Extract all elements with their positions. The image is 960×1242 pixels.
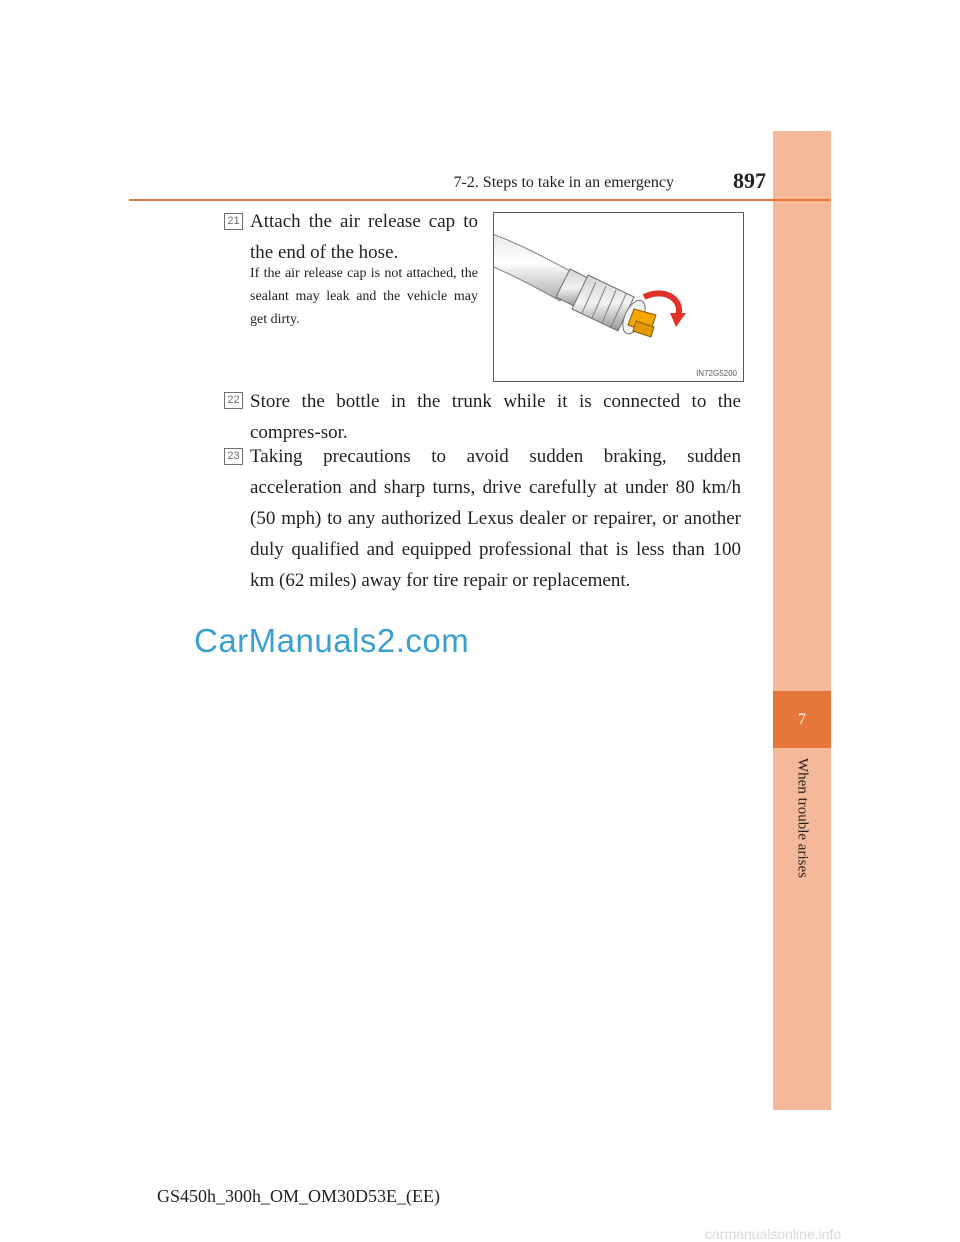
step-number-icon: 21 bbox=[224, 213, 243, 230]
step-number-icon: 22 bbox=[224, 392, 243, 409]
page-number: 897 bbox=[733, 168, 766, 193]
section-title: 7-2. Steps to take in an emergency bbox=[453, 174, 674, 191]
header-rule bbox=[129, 199, 831, 201]
step-text: Store the bottle in the trunk while it is connected to the compres-sor. bbox=[250, 391, 741, 443]
footer-site: carmanualsonline.info bbox=[705, 1226, 842, 1242]
chapter-title-text: When trouble arises bbox=[794, 758, 811, 878]
step-text: Attach the air release cap to the end of the hose. bbox=[250, 211, 478, 263]
chapter-number-badge: 7 bbox=[773, 691, 831, 748]
hose-cap-illustration-icon bbox=[494, 213, 743, 381]
step-note: If the air release cap is not attached, the sealant may leak and the vehicle may get dirty. bbox=[250, 266, 478, 327]
step-text: Taking precautions to avoid sudden braking, sudden acceleration and sharp turns, drive carefully at under 80 km/h (50 mph) to any authorized Lexus dealer or repairer, or another duly qualified and equipped professional that is less than 100 km (62 miles) away for tire repair or replacement. bbox=[250, 446, 741, 591]
watermark: CarManuals2.com bbox=[194, 622, 470, 659]
figure-code: IN72G5200 bbox=[696, 369, 737, 378]
hose-cap-figure bbox=[493, 212, 744, 382]
chapter-title-vertical bbox=[773, 750, 831, 1090]
step-number-icon: 23 bbox=[224, 448, 243, 465]
document-code: GS450h_300h_OM_OM30D53E_(EE) bbox=[157, 1186, 440, 1206]
